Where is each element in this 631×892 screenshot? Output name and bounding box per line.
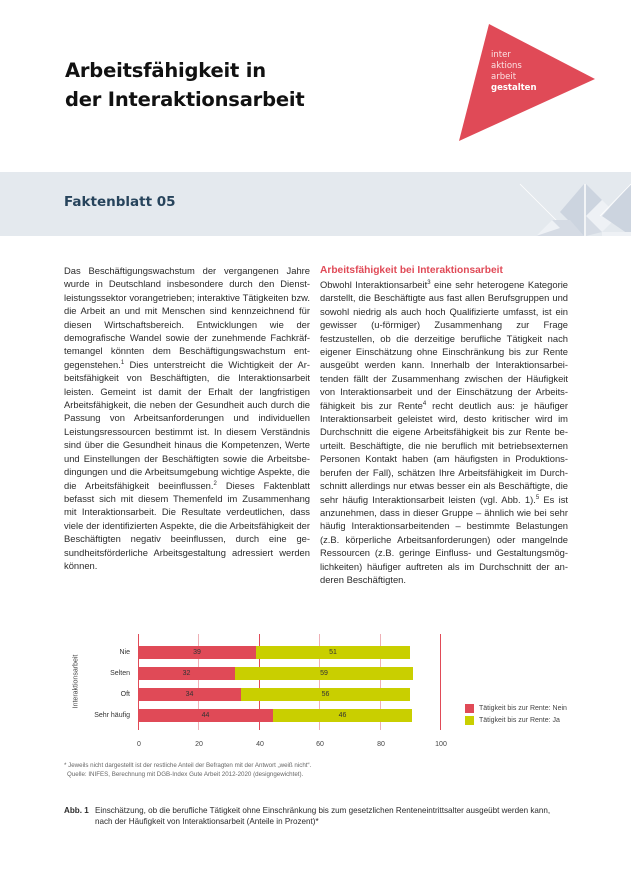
figure-caption [64, 805, 564, 827]
bar-oft [138, 688, 410, 701]
logo-line-3: arbeit [491, 72, 517, 82]
intro-paragraph [64, 264, 310, 572]
x-tick-label: 60 [316, 741, 324, 748]
analysis-paragraph [320, 278, 568, 586]
x-tick-label: 40 [256, 741, 264, 748]
tangram-decoration-icon [500, 172, 631, 236]
source-line: Quelle: INIFES, Berechnung mit DGB-Index Gute Arbeit 2012-2020 (designgewichtet). [67, 771, 304, 778]
footnote-ref-1[interactable]: 1 [120, 359, 125, 366]
logo-text [491, 50, 537, 94]
x-tick-label: 0 [137, 741, 141, 748]
bar-value: 44 [201, 712, 210, 719]
bar-segment-ja [235, 667, 413, 680]
bar-segment-nein [138, 667, 235, 680]
category-label: Selten [110, 670, 130, 677]
bar-segment-nein [138, 688, 241, 701]
chart-footnote [64, 761, 311, 779]
category-label: Oft [120, 691, 130, 698]
legend-item-nein [465, 702, 567, 714]
bar-segment-ja [256, 646, 410, 659]
intro-column [64, 264, 310, 572]
bar-segment-ja [241, 688, 410, 701]
bar-chart [60, 630, 620, 760]
legend-label: Tätigkeit bis zur Rente: Nein [479, 704, 567, 712]
bar-segment-nein [138, 646, 256, 659]
footnote-ref-2[interactable]: 2 [213, 480, 217, 487]
bar-value: 51 [329, 649, 337, 656]
gridline-100 [440, 634, 441, 730]
bar-value: 46 [338, 712, 347, 719]
bar-segment-ja [273, 709, 412, 722]
legend-label: Tätigkeit bis zur Rente: Ja [479, 716, 560, 724]
footnote-line-1: * Jeweils nicht dargestellt ist der restliche Anteil der Befragten mit der Antwort „weiß nicht“. [64, 762, 312, 769]
bar-nie [138, 646, 410, 659]
footnote-ref-5[interactable]: 5 [535, 494, 540, 501]
bar-value: 39 [193, 649, 201, 656]
category-label: Nie [119, 649, 130, 656]
logo-line-1: inter [491, 50, 511, 60]
intro-text-c: Dieses Faktenblatt befasst sich mit diesem Themenfeld im Zusammenhang mit Interaktionsarbeit. Die Resultate verdeutlichen, dass viele der identifizierten Aspekte, die die Arbeitsfähigkeit der Beschäftigten negativ beeinflussen, durch eine gesundheitsförderliche Arbeitsgestaltung adressiert werden können. [64, 479, 311, 571]
legend-item-ja [465, 714, 567, 726]
logo-line-2: aktions [491, 61, 522, 71]
bar-sehr-haeufig [138, 709, 412, 722]
bar-value: 56 [321, 691, 330, 698]
bar-value: 59 [320, 670, 328, 677]
intro-text-b: Dies unterstreicht die Wichtigkeit der Arbeitsfähigkeit von Beschäftigten, die Interaktionsarbeit leisten. Gemeint ist damit der Erhalt der langfristigen Arbeitsfähigkeit, die neben der Gesundheit auch durch die Passung von Arbeitsanforderungen und individuellen Leistungsressourcen bestimmt ist. In diesem Verständnis sind über die Gesundheit hinaus die Kompetenzen, Werte und Einstellungen der Beschäftigten sowie die Arbeitsbedingungen und die Arbeitsumgebung wichtige Aspekte, die die Arbeitsfähigkeit beeinflussen. [64, 358, 310, 491]
figure-label: Abb. 1 [64, 806, 89, 815]
figure-caption-text: Einschätzung, ob die berufliche Tätigkeit ohne Einschränkung bis zum gesetzlichen Renteneintrittsalter ausgeübt werden kann, nach der Häufigkeit von Interaktionsarbeit (Anteile in Prozent)* [95, 806, 551, 826]
section-heading: Arbeitsfähigkeit bei Interaktionsarbeit [320, 265, 503, 276]
bar-value: 34 [185, 691, 194, 698]
section-band [0, 172, 631, 236]
intro-text-a: Das Beschäftigungswachstum der vergangenen Jahre wurde in Deutschland insbesondere durch den Dienstleistungssektor vorangetrieben; interaktive Tätigkeiten bzw. die Arbeit an und mit Menschen sind kennzeichnend für diesen Wirtschaftsbereich. Entwicklungen wie der demografische Wandel sowie der zunehmende Fachkräftemangel könnten dem Beschäftigungswachstum entgegenstehen. [64, 265, 310, 370]
analysis-text-b: eine sehr heterogene Kategorie darstellt, die Beschäftigte aus fast allen Berufsgruppen und sowohl niedrig als auch hoch Qualifizierte umfasst, ist ein gewisser (u-förmiger) Zusammenhang zur Frage festzustellen, ob die derzeitige berufliche Tätigkeit nach eigener Einschätzung ohne Einschränkung bis zur Rente ausgeübt werden kann. Innerhalb der Interaktionsarbeitenden fällt der Zusammenhang zwischen der Häufigkeit von Interaktionsarbeit und der Einschätzung der Arbeitsfähigkeit bis zur Rente [320, 279, 568, 411]
logo [455, 20, 605, 145]
bar-value: 32 [182, 670, 191, 677]
analysis-text-d: Es ist anzunehmen, dass in dieser Gruppe – ähnlich wie bei sehr häufig Interaktionsarbeitenden – bestimmte Belastungen (z.B. körperliche Arbeitsanforderungen) oder mangelnde Ressourcen (z.B. geringe Einfluss- und Gestaltungsmöglichkeiten) häufiger auftreten als im Durchschnitt der anderen Beschäftigten. [320, 493, 569, 585]
factsheet-title: Faktenblatt 05 [64, 194, 176, 210]
y-axis-title: Interaktionsarbeit [72, 654, 80, 709]
analysis-column [320, 264, 568, 586]
x-tick-label: 20 [195, 741, 203, 748]
x-tick-label: 80 [377, 741, 385, 748]
page-title [65, 56, 304, 114]
page-title-line-1: Arbeitsfähigkeit in [65, 59, 266, 82]
footnote-ref-3[interactable]: 3 [427, 279, 431, 286]
legend-swatch-icon [465, 716, 474, 725]
bar-selten [138, 667, 413, 680]
logo-line-4: gestalten [491, 83, 537, 93]
chart-legend [465, 702, 567, 726]
bar-segment-nein [138, 709, 273, 722]
legend-swatch-icon [465, 704, 474, 713]
analysis-text-c: recht deutlich aus: je häufiger Interaktionsarbeit geleistet wird, desto kritischer wird im Durchschnitt die eigene Arbeitsfähigkeit bis zur Rente beurteilt. Beschäftigte, die nie beruflich mit betriebsexternen Personen Kontakt haben (am häufigsten in Produktionsberufen der Fall), schätzen Ihre Arbeitsfähigkeit im Durchschnitt allerdings nur etwas besser ein als Beschäftigte, die sehr häufig Interaktionsarbeit leisten (vgl. Abb. 1). [320, 399, 568, 505]
page-title-line-2: der Interaktionsarbeit [65, 88, 305, 111]
x-tick-label: 100 [435, 741, 447, 748]
category-label: Sehr häufig [94, 712, 130, 719]
footnote-ref-4[interactable]: 4 [422, 400, 427, 407]
analysis-text-a: Obwohl Interaktionsarbeit [320, 279, 428, 290]
